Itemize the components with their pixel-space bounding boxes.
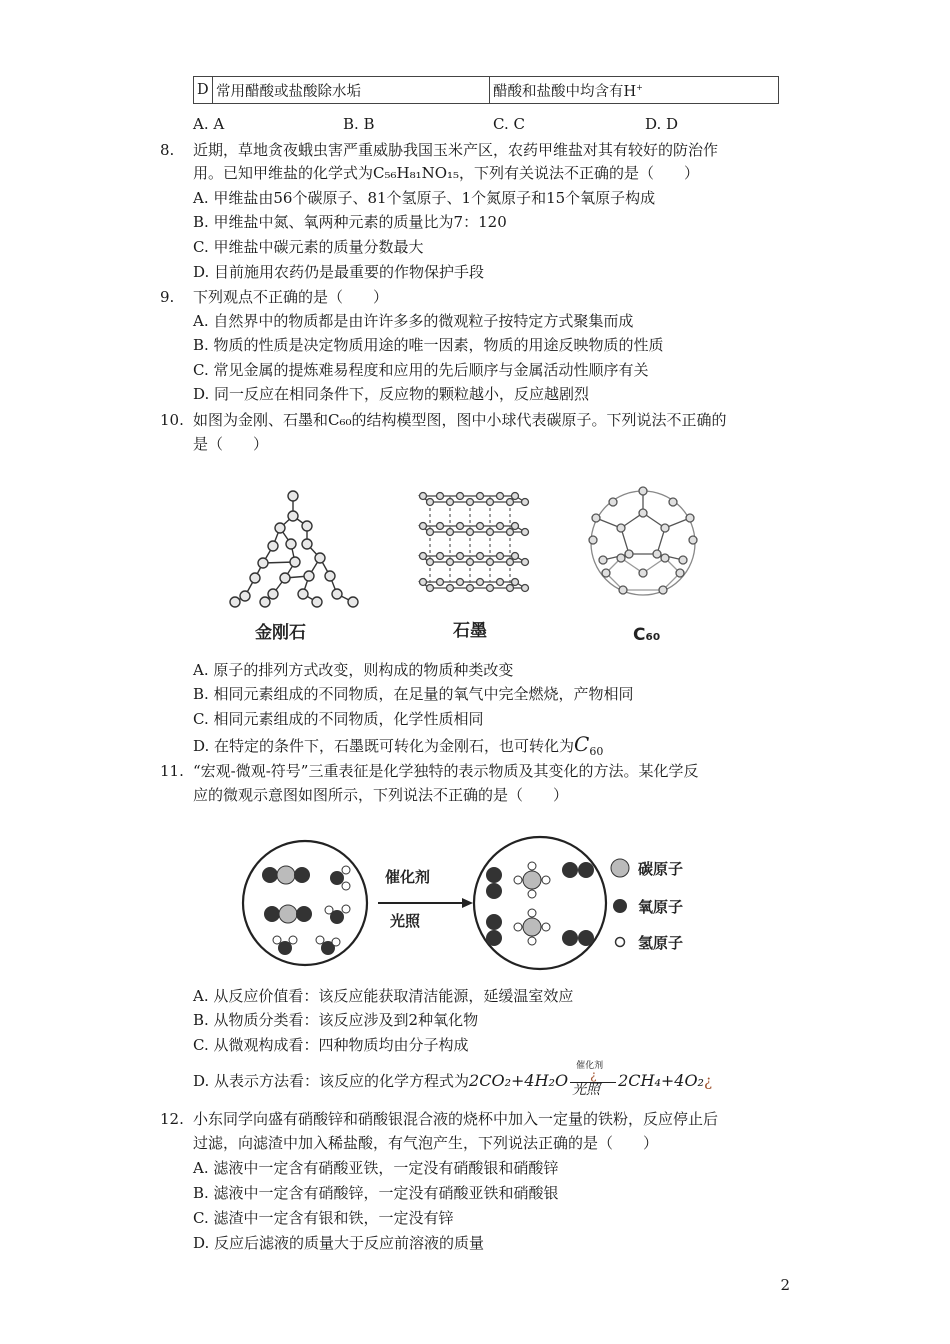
- q9-option-c[interactable]: C. 常见金属的提炼难易程度和应用的先后顺序与金属活动性顺序有关: [193, 361, 649, 379]
- q8-option-d[interactable]: D. 目前施用农药仍是最重要的作物保护手段: [193, 263, 485, 281]
- q8-option-c[interactable]: C. 甲维盐中碳元素的质量分数最大: [193, 238, 424, 256]
- diamond-model: [230, 491, 358, 607]
- question-stem: 小东同学向盛有硝酸锌和硝酸银混合液的烧杯中加入一定量的铁粉，反应停止后: [193, 1110, 719, 1128]
- graphite-label: 石墨: [453, 621, 487, 641]
- question-stem: 近期，草地贪夜蛾虫害严重威胁我国玉米产区，农药甲维盐对其有较好的防治作: [193, 141, 719, 159]
- q11-option-b[interactable]: B. 从物质分类看：该反应涉及到2种氧化物: [193, 1011, 479, 1029]
- co2-molecule: [262, 866, 310, 884]
- table-row: [194, 77, 779, 104]
- light-label: 光照: [390, 912, 421, 930]
- question-number: 9.: [160, 288, 175, 306]
- q8-option-b[interactable]: B. 甲维盐中氮、氧两种元素的质量比为7：120: [193, 213, 507, 231]
- c60-label: C₆₀: [633, 625, 661, 645]
- legend-oxygen: 氧原子: [638, 898, 684, 916]
- question-number: 8.: [160, 141, 175, 159]
- page-number: 2: [780, 1276, 790, 1294]
- carbon-atom-icon: [611, 859, 629, 877]
- q9-option-b[interactable]: B. 物质的性质是决定物质用途的唯一因素，物质的用途反映物质的性质: [193, 336, 664, 354]
- ch4-molecule: [514, 909, 550, 945]
- ch4-molecule: [514, 862, 550, 898]
- oxygen-atom-icon: [613, 899, 627, 913]
- h2o-molecule: [273, 936, 297, 955]
- legend-hydrogen: 氢原子: [638, 934, 684, 952]
- reaction-arrow: 催化剂 ¿ 光照: [568, 1067, 618, 1097]
- o2-molecule: [562, 930, 594, 946]
- o2-molecule: [486, 867, 502, 899]
- q12-option-a[interactable]: A. 滤液中一定含有硝酸亚铁，一定没有硝酸银和硝酸锌: [193, 1159, 559, 1177]
- q10-option-c[interactable]: C. 相同元素组成的不同物质，化学性质相同: [193, 710, 484, 728]
- h2o-molecule: [316, 936, 340, 955]
- q11-option-c[interactable]: C. 从微观构成看：四种物质均由分子构成: [193, 1036, 469, 1054]
- q7-option-a[interactable]: A. A: [193, 115, 225, 133]
- carbon-allotropes-figure: [225, 478, 715, 650]
- hydrogen-atom-icon: [616, 938, 625, 947]
- question-number: 11.: [160, 762, 184, 780]
- q9-option-d[interactable]: D. 同一反应在相同条件下，反应物的颗粒越小，反应越剧烈: [193, 385, 590, 403]
- q12-option-b[interactable]: B. 滤液中一定含有硝酸锌，一定没有硝酸亚铁和硝酸银: [193, 1184, 559, 1202]
- catalyst-label: 催化剂: [385, 868, 431, 886]
- c60-model: [589, 487, 697, 595]
- q12-option-d[interactable]: D. 反应后滤液的质量大于反应前溶液的质量: [193, 1234, 485, 1252]
- answer-table: [193, 76, 779, 104]
- q9-option-a[interactable]: A. 自然界中的物质都是由许许多多的微观粒子按特定方式聚集而成: [193, 312, 634, 330]
- diamond-label: 金刚石: [255, 623, 306, 643]
- graphite-model: [420, 493, 529, 592]
- question-stem: 用。已知甲维盐的化学式为C₅₆H₈₁NO₁₅，下列有关说法不正确的是（ ）: [193, 164, 700, 182]
- table-cell-option: D: [194, 77, 213, 104]
- q10-option-d[interactable]: D. 在特定的条件下，石墨既可转化为金刚石，也可转化为$C_{60}$: [193, 732, 604, 758]
- question-stem: 过滤，向滤渣中加入稀盐酸，有气泡产生，下列说法正确的是（ ）: [193, 1134, 659, 1152]
- table-cell-practice: 常用醋酸或盐酸除水垢: [213, 77, 490, 104]
- question-number: 12.: [160, 1110, 184, 1128]
- question-stem: 如图为金刚、石墨和C₆₀的结构模型图，图中小球代表碳原子。下列说法不正确的: [193, 411, 727, 429]
- q7-option-b[interactable]: B. B: [343, 115, 375, 133]
- q10-option-b[interactable]: B. 相同元素组成的不同物质，在足量的氧气中完全燃烧，产物相同: [193, 685, 634, 703]
- o2-molecule: [562, 862, 594, 878]
- q11-option-d[interactable]: D. 从表示方法看：该反应的化学方程式为2CO₂+4H₂O 催化剂 ¿ 光照 2CH₄+4O₂¿: [193, 1061, 713, 1098]
- q7-option-d[interactable]: D. D: [645, 115, 679, 133]
- q7-option-c[interactable]: C. C: [493, 115, 525, 133]
- h2o-molecule: [325, 905, 350, 924]
- q11-option-a[interactable]: A. 从反应价值看：该反应能获取清洁能源，延缓温室效应: [193, 987, 574, 1005]
- reaction-diagram: [240, 830, 710, 978]
- question-stem: 是（ ）: [193, 435, 269, 453]
- q8-option-a[interactable]: A. 甲维盐由56个碳原子、81个氢原子、1个氮原子和15个氧原子构成: [193, 189, 656, 207]
- legend-carbon: 碳原子: [638, 860, 684, 878]
- o2-molecule: [486, 914, 502, 946]
- q10-option-a[interactable]: A. 原子的排列方式改变，则构成的物质种类改变: [193, 661, 514, 679]
- question-number: 10.: [160, 411, 184, 429]
- q12-option-c[interactable]: C. 滤渣中一定含有银和铁，一定没有锌: [193, 1209, 454, 1227]
- co2-molecule: [264, 905, 312, 923]
- table-cell-reason: 醋酸和盐酸中均含有H+: [490, 77, 779, 104]
- question-stem: “宏观-微观-符号”三重表征是化学独特的表示物质及其变化的方法。某化学反: [193, 762, 699, 780]
- question-stem: 应的微观示意图如图所示，下列说法不正确的是（ ）: [193, 786, 569, 804]
- h2o-molecule: [330, 866, 350, 890]
- question-stem: 下列观点不正确的是（ ）: [193, 288, 389, 306]
